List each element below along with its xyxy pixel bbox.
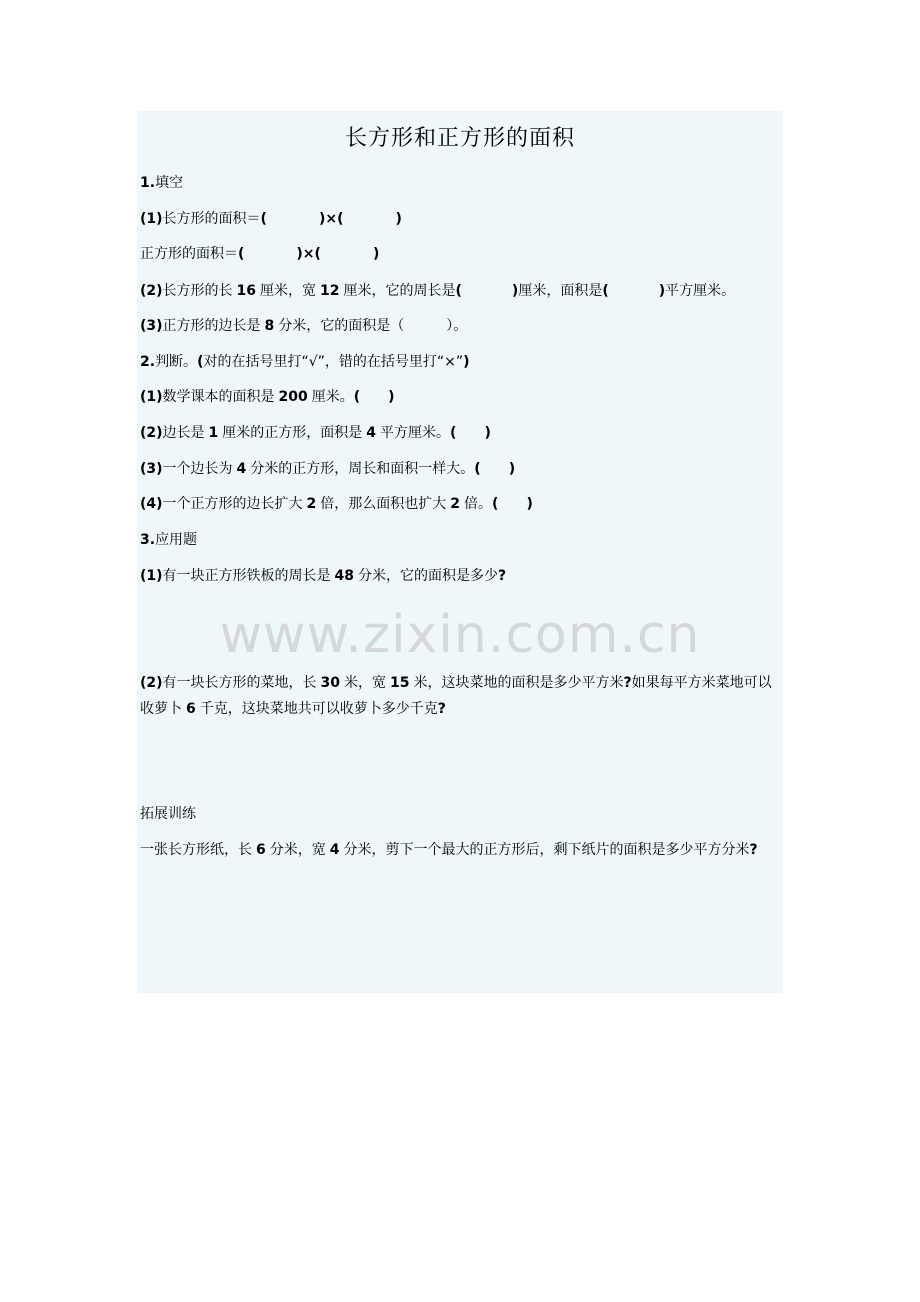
answer-parentheses: ( ) [450,425,491,441]
blank-close: ) [372,246,380,262]
question-text: 长方形的面积＝ [162,211,261,227]
question-text: 厘米，宽 [260,283,317,299]
question-text: 平方厘米。 [380,425,451,441]
number: 4 [236,461,247,477]
number: 2 [306,496,317,512]
question-2-3 [140,456,785,482]
question-number: (2) [140,425,163,441]
question-3-2 [140,670,785,722]
question-3-1 [140,563,785,589]
blank-separator: )×( [318,211,344,227]
question-text: 厘米，面积是 [518,283,603,299]
question-text: 有一块长方形的菜地，长 [162,675,317,691]
answer-parentheses: ( ) [474,461,516,477]
section-2-heading [140,349,785,375]
question-number: (1) [140,389,163,405]
question-number: (4) [140,496,163,512]
question-text: 厘米。 [311,389,354,405]
number: 1 [208,425,219,441]
section-title: 填空 [155,175,184,191]
number: 15 [390,675,410,691]
number: 4 [366,425,377,441]
blank-open: ( [602,283,609,299]
section-instructions: 对的在括号里打“√”，错的在括号里打“×” [203,354,464,370]
question-mark: ? [749,842,758,858]
number: 6 [256,842,266,858]
question-number: (3) [140,318,163,334]
question-text: 平方厘米。 [665,283,736,299]
question-text: 如果每平方米菜地可以收萝卜 [140,675,772,717]
question-text: 倍。 [464,496,493,512]
extension-question [140,837,785,863]
question-1-2 [140,278,785,304]
blank-close: ) [395,211,402,227]
question-text: 边长是 [162,425,205,441]
number: 6 [186,701,196,717]
blank-open: ( [455,283,462,299]
question-text: 分米，剪下一个最大的正方形后，剩下纸片的面积是多少平方分米 [343,842,750,858]
question-text: 厘米，它的周长是 [343,283,456,299]
question-number: (1) [140,211,163,227]
question-text: 有一块正方形铁板的周长是 [162,568,331,584]
section-number: 3. [140,532,156,548]
answer-parentheses: ( ) [353,389,395,405]
question-1-3 [140,313,785,339]
question-text: 分米，宽 [269,842,326,858]
blank-open: ( [260,211,267,227]
paren-close: ) [463,354,470,370]
paren-open: ( [197,354,204,370]
extension-heading: 拓展训练 [140,806,196,822]
number: 8 [264,318,275,334]
question-text: 一个正方形的边长扩大 [162,496,303,512]
question-text: 厘米的正方形，面积是 [222,425,363,441]
section-number: 2. [140,354,156,370]
question-text: 长方形的长 [162,283,233,299]
question-1-1 [140,206,785,232]
question-text: 分米，它的面积是（ ）。 [278,318,468,334]
question-2-2 [140,420,785,446]
section-1-heading [140,170,785,196]
question-mark: ? [498,568,507,584]
number: 48 [334,568,355,584]
blank-close: ) [658,283,666,299]
question-text: 一张长方形纸，长 [140,842,252,858]
number: 200 [278,389,308,405]
question-2-4 [140,491,785,517]
section-title: 应用题 [155,532,198,548]
question-text: 米，宽 [344,675,387,691]
question-text: 千克，这块菜地共可以收萝卜多少千克 [199,701,438,717]
question-mark: ? [437,701,446,717]
question-mark: ? [623,675,632,691]
question-1-1b [140,241,785,267]
blank-open: ( [238,246,245,262]
question-text: 米，这块菜地的面积是多少平方米 [413,675,624,691]
question-text: 分米的正方形，周长和面积一样大。 [250,461,475,477]
number: 4 [329,842,340,858]
question-number: (3) [140,461,163,477]
worksheet [137,111,783,993]
section-3-heading [140,527,785,553]
page-title: 长方形和正方形的面积 [344,126,575,151]
question-2-1 [140,384,785,410]
question-text: 分米，它的面积是多少 [358,568,499,584]
question-text: 正方形的面积＝ [140,246,238,262]
section-title: 判断。 [155,354,198,370]
watermark: www.zixin.com.cn [219,605,701,665]
question-text: 数学课本的面积是 [162,389,275,405]
question-number: (1) [140,568,163,584]
number: 16 [236,283,257,299]
blank-close: ) [511,283,519,299]
number: 2 [450,496,461,512]
question-text: 一个边长为 [162,461,233,477]
question-number: (2) [140,675,163,691]
question-text: 正方形的边长是 [162,318,261,334]
number: 12 [320,283,340,299]
blank-separator: )×( [296,246,321,262]
answer-parentheses: ( ) [492,496,533,512]
question-number: (2) [140,283,163,299]
question-text: 倍，那么面积也扩大 [320,496,447,512]
number: 30 [320,675,341,691]
section-number: 1. [140,175,156,191]
